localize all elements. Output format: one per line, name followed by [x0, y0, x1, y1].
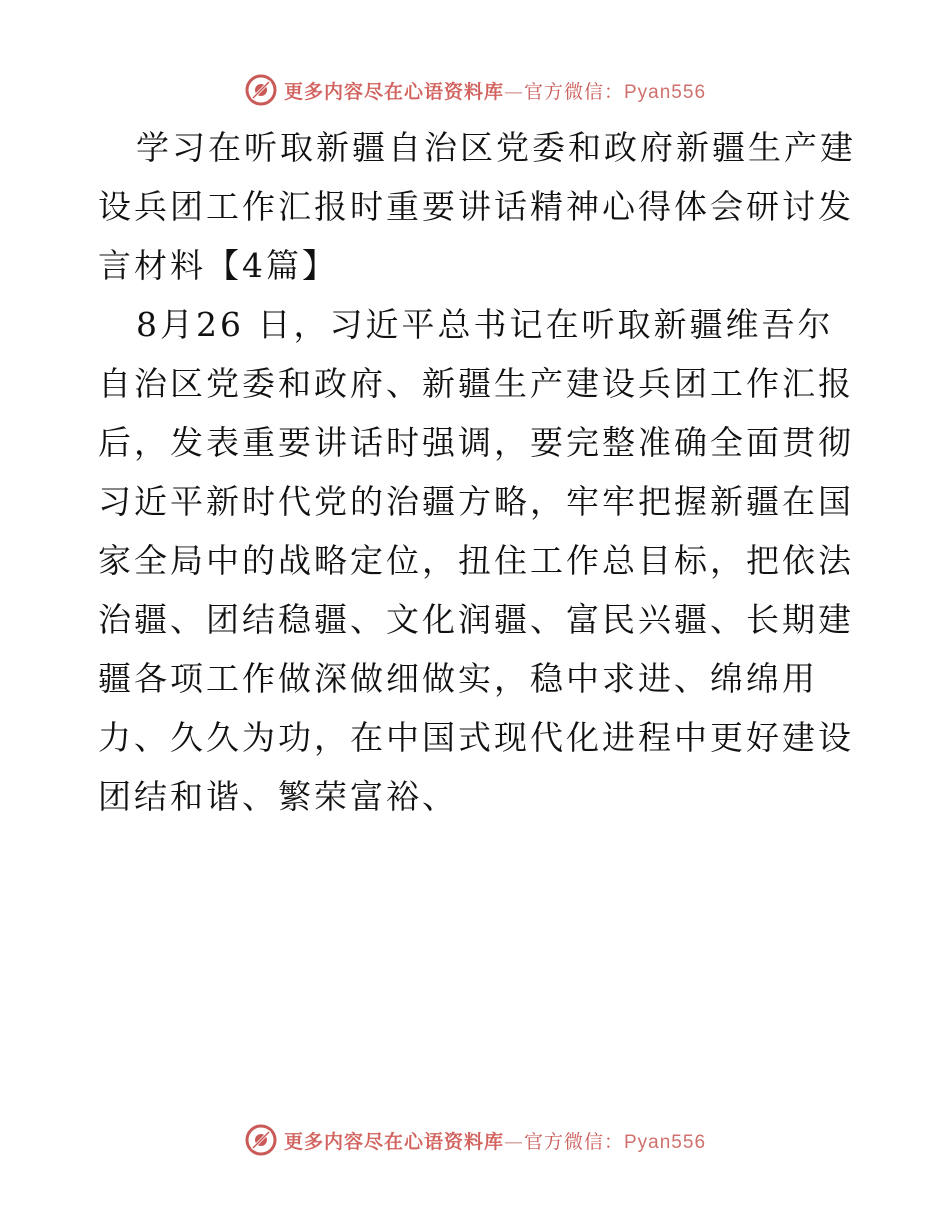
body-paragraph — [98, 295, 858, 826]
title-line-2: 工作汇报时重要讲话精神心得体会研讨发言材料【4 — [98, 187, 854, 285]
header-watermark — [0, 70, 950, 110]
brand-logo-icon — [244, 1123, 278, 1157]
watermark-brand: 更多内容尽在心语资料库 — [283, 80, 504, 103]
watermark-wechat-id: Pyan556 — [624, 81, 707, 103]
body-line-6: 久久为功，在中国式现代化进程中更好建设团结和谐、繁荣富裕、 — [98, 718, 854, 816]
body-line-2: 新疆生产建设兵团工作汇报后，发表重要讲话时强调，要完整准确 — [98, 364, 854, 462]
watermark-dash: — — [503, 80, 524, 103]
footer-watermark — [0, 1120, 950, 1160]
body-line-1: 8月26 日，习近平总书记在听取新疆维吾尔自治区党委和政府、 — [98, 305, 834, 403]
document-body — [98, 118, 858, 826]
title-line-3: 篇】 — [266, 246, 338, 285]
body-line-3: 全面贯彻习近平新时代党的治疆方略，牢牢把握新疆在国家全局中 — [98, 423, 854, 580]
watermark-wechat-id: Pyan556 — [624, 1131, 707, 1153]
body-line-5: 富民兴疆、长期建疆各项工作做深做细做实，稳中求进、绵绵用力、 — [98, 600, 854, 757]
watermark-wechat-label: 官方微信： — [523, 1130, 624, 1153]
brand-logo-icon — [244, 73, 278, 107]
watermark-dash: — — [503, 1130, 524, 1153]
document-title — [98, 118, 858, 295]
body-line-4: 的战略定位，扭住工作总目标，把依法治疆、团结稳疆、文化润疆、 — [98, 541, 854, 639]
watermark-brand: 更多内容尽在心语资料库 — [283, 1130, 504, 1153]
watermark-wechat-label: 官方微信： — [523, 80, 624, 103]
title-line-1: 学习在听取新疆自治区党委和政府新疆生产建设兵团 — [98, 128, 856, 226]
